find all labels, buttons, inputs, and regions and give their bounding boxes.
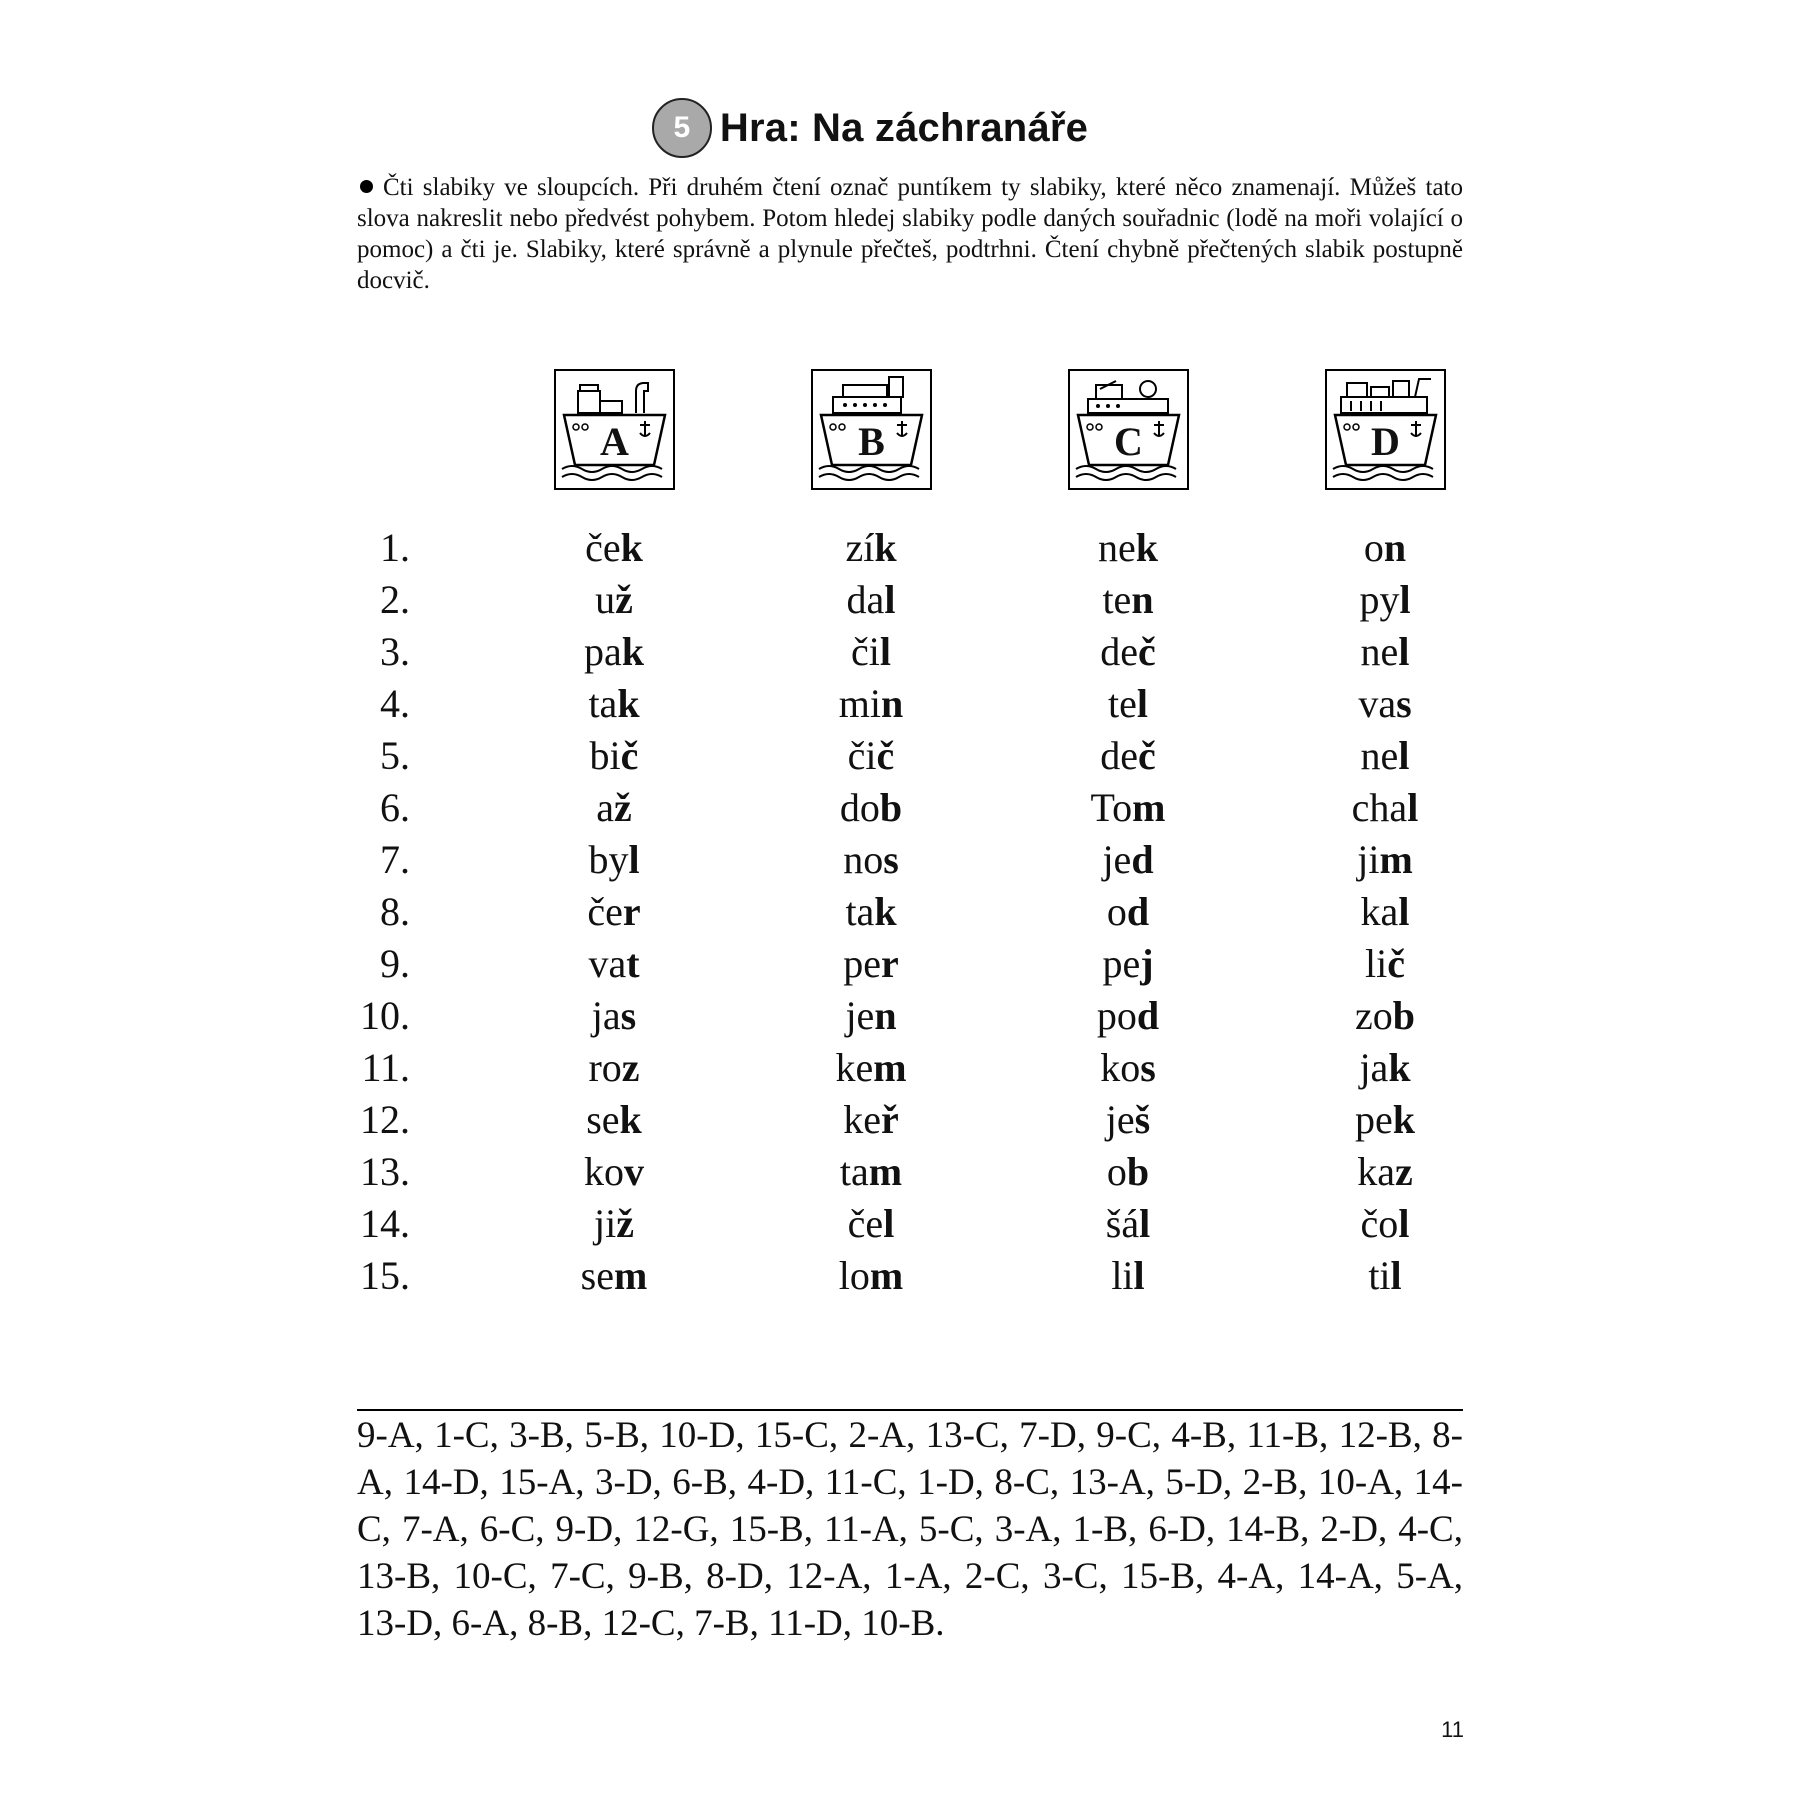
ship-letter: D [1371,419,1400,464]
syllable-ending: m [1132,785,1166,830]
syllable-stem: je [1102,837,1132,882]
table-row [0,626,1800,678]
syllable-stem: de [1100,629,1138,674]
syllable-stem: To [1090,785,1133,830]
syllable-stem: čo [1360,1201,1399,1246]
syllable-stem: o [1106,889,1127,934]
syllable-stem: zí [845,525,875,570]
syllable-ending: s [620,993,637,1038]
syllable-ending: j [1140,941,1154,986]
syllable-cell [1028,678,1228,730]
syllable-stem: te [1102,577,1132,622]
syllable-stem: če [847,1201,884,1246]
syllable-stem: lo [838,1253,870,1298]
syllable-ending: m [869,1253,904,1298]
syllable-stem: po [1096,993,1137,1038]
row-number: 12. [360,1097,410,1142]
syllable-cell [514,886,714,938]
syllable-ending: k [1135,525,1158,570]
syllable-cell [1028,990,1228,1042]
syllable-cell [1285,834,1485,886]
syllable-cell [1028,522,1228,574]
table-row [0,782,1800,834]
syllable-ending: b [1392,993,1415,1038]
syllable-cell [1285,522,1485,574]
syllable-cell [1285,1250,1485,1302]
syllable-stem: ro [588,1045,622,1090]
syllable-stem: ti [1368,1253,1391,1298]
table-row [0,1250,1800,1302]
row-number: 9. [380,941,410,986]
syllable-stem: či [851,629,880,674]
syllable-cell [771,1042,971,1094]
syllable-cell [514,1042,714,1094]
syllable-cell [771,886,971,938]
syllable-ending: l [1398,629,1410,674]
syllable-ending: l [1399,577,1411,622]
syllable-cell [1028,730,1228,782]
syllable-stem: ne [1360,629,1399,674]
syllable-stem: je [845,993,875,1038]
row-number: 6. [380,785,410,830]
table-row [0,522,1800,574]
syllable-ending: m [614,1253,648,1298]
syllable-ending: č [1138,629,1156,674]
syllable-cell [1285,574,1485,626]
syllable-ending: š [1134,1097,1151,1142]
syllable-stem: da [846,577,885,622]
instructions-text: Čti slabiky ve sloupcích. Při druhém čtení označ puntíkem ty slabiky, které něco znamenají. Můžeš tato slova nakreslit nebo předvést pohybem. Potom hledej slabiky podle daných souřadnic (lodě na moři volající o pomoc) a čti je. Slabiky, které správně a plynule přečteš, podtrhni. Čtení chybně přečtených slabik postupně docvič. [357,174,1463,294]
syllable-stem: če [585,525,621,570]
syllable-cell [1028,574,1228,626]
syllable-cell [771,1198,971,1250]
syllable-ending: z [621,1045,640,1090]
syllable-ending: k [619,1097,642,1142]
syllable-stem: ka [1357,1149,1395,1194]
syllable-ending: r [881,941,899,986]
syllable-ending: ž [614,785,632,830]
syllable-cell [1028,938,1228,990]
syllable-cell [771,1094,971,1146]
syllable-stem: ji [594,1201,617,1246]
syllable-cell [514,574,714,626]
syllable-stem: ke [835,1045,874,1090]
syllable-ending: l [1407,785,1419,830]
row-number: 8. [380,889,410,934]
syllable-stem: mi [838,681,881,726]
syllable-ending: k [621,629,644,674]
syllable-stem: ko [584,1149,624,1194]
syllable-cell [771,938,971,990]
syllable-ending: z [1395,1149,1413,1194]
ship-d [1325,369,1446,490]
syllable-ending: l [884,577,896,622]
syllable-cell [1028,1094,1228,1146]
page-header [0,98,1800,158]
exercise-number-badge: 5 [652,98,712,158]
row-number: 15. [360,1253,410,1298]
syllable-cell [514,522,714,574]
syllable-cell [1285,730,1485,782]
syllable-ending: m [868,1149,903,1194]
ship-a [554,369,675,490]
syllable-stem: pa [583,629,622,674]
syllable-stem: te [1108,681,1137,726]
row-number: 1. [380,525,410,570]
row-number: 14. [360,1201,410,1246]
syllable-cell [514,834,714,886]
syllable-cell [1285,626,1485,678]
syllable-stem: o [1106,1149,1127,1194]
syllable-stem: bi [589,733,621,778]
row-number: 7. [380,837,410,882]
syllable-stem: ka [1360,889,1399,934]
syllable-ending: k [620,525,643,570]
syllable-cell [514,1250,714,1302]
syllable-cell [1028,626,1228,678]
bullet-icon [360,180,373,193]
syllable-ending: b [879,785,903,830]
syllable-cell [771,730,971,782]
syllable-stem: li [1111,1253,1134,1298]
syllable-ending: d [1131,837,1154,882]
syllable-stem: či [847,733,877,778]
ship-b [811,369,932,490]
syllable-stem: u [595,577,616,622]
syllable-stem: ja [591,993,621,1038]
syllable-ending: č [876,733,895,778]
syllable-stem: ne [1097,525,1136,570]
syllable-stem: li [1365,941,1388,986]
syllable-stem: ta [839,1149,869,1194]
table-row [0,938,1800,990]
syllable-stem: ta [845,889,875,934]
syllable-cell [514,678,714,730]
syllable-cell [514,1094,714,1146]
table-row [0,678,1800,730]
syllable-ending: n [874,993,897,1038]
row-number: 10. [360,993,410,1038]
row-number: 5. [380,733,410,778]
syllable-stem: cha [1351,785,1408,830]
syllable-stem: pe [1354,1097,1393,1142]
table-row [0,1146,1800,1198]
syllable-cell [771,678,971,730]
syllable-ending: ž [615,577,633,622]
syllable-ending: s [1140,1045,1156,1090]
row-number: 4. [380,681,410,726]
syllable-ending: ž [616,1201,634,1246]
ship-letter: B [858,419,885,464]
syllable-cell [1028,1250,1228,1302]
syllable-ending: k [874,525,897,570]
syllable-cell [1028,834,1228,886]
syllable-stem: do [839,785,880,830]
ship-letter: C [1114,419,1143,464]
syllable-cell [1285,990,1485,1042]
syllable-stem: by [588,837,629,882]
syllable-stem: ja [1359,1045,1389,1090]
instructions [357,172,1463,296]
table-row [0,990,1800,1042]
syllable-cell [514,626,714,678]
table-row [0,1198,1800,1250]
syllable-cell [514,1146,714,1198]
syllable-stem: o [1363,525,1384,570]
syllable-cell [1285,1042,1485,1094]
syllable-stem: pe [843,941,881,986]
table-row [0,1094,1800,1146]
syllable-cell [1285,1198,1485,1250]
syllable-ending: s [883,837,899,882]
ship-c [1068,369,1189,490]
row-number: 11. [361,1045,410,1090]
syllable-cell [1028,782,1228,834]
divider [357,1409,1463,1411]
row-number: 2. [380,577,410,622]
syllable-ending: č [620,733,639,778]
syllable-ending: m [1379,837,1413,882]
syllable-cell [514,782,714,834]
syllable-cell [771,522,971,574]
syllable-stem: ke [843,1097,881,1142]
syllable-ending: n [1131,577,1154,622]
syllable-cell [1028,1198,1228,1250]
syllable-ending: d [1136,993,1160,1038]
syllable-ending: ř [881,1097,899,1142]
syllable-cell [514,1198,714,1250]
ship-letter: A [600,419,629,464]
syllable-ending: r [622,889,641,934]
syllable-cell [771,782,971,834]
syllable-ending: d [1126,889,1150,934]
syllable-ending: č [1138,733,1156,778]
coordinates-list: 9-A, 1-C, 3-B, 5-B, 10-D, 15-C, 2-A, 13-C, 7-D, 9-C, 4-B, 11-B, 12-B, 8-A, 14-D, 15-A, 3-D, 6-B, 4-D, 11-C, 1-D, 8-C, 13-A, 5-D, 2-B, 10-A, 14-C, 7-A, 6-C, 9-D, 12-G, 15-B, 11-A, 5-C, 3-A, 1-B, 6-D, 14-B, 2-D, 4-C, 13-B, 10-C, 7-C, 9-B, 8-D, 12-A, 1-A, 2-C, 3-C, 15-B, 4-A, 14-A, 5-A, 13-D, 6-A, 8-B, 12-C, 7-B, 11-D, 10-B. [357,1415,1463,1644]
syllable-cell [771,626,971,678]
page-title: Hra: Na záchranáře [719,105,1089,150]
syllable-cell [1028,1146,1228,1198]
syllable-stem: a [596,785,614,830]
syllable-ending: l [883,1201,895,1246]
syllable-cell [1285,1146,1485,1198]
syllable-ending: t [626,941,640,986]
syllable-ending: n [1383,525,1407,570]
syllable-ending: l [1398,1201,1410,1246]
syllable-stem: ne [1360,733,1399,778]
table-row [0,886,1800,938]
syllable-stem: zo [1354,993,1393,1038]
syllable-cell [1028,1042,1228,1094]
syllable-ending: l [879,629,891,674]
syllable-stem: va [1358,681,1397,726]
table-row [0,730,1800,782]
syllable-ending: l [1136,681,1148,726]
row-number: 3. [380,629,410,674]
syllable-ending: v [624,1149,644,1194]
syllable-ending: m [873,1045,907,1090]
syllable-stem: py [1359,577,1400,622]
syllable-ending: b [1126,1149,1150,1194]
syllable-ending: k [617,681,640,726]
syllable-stem: če [587,889,623,934]
syllable-cell [514,990,714,1042]
syllable-ending: l [1390,1253,1402,1298]
syllable-stem: va [588,941,627,986]
syllable-cell [771,1250,971,1302]
syllable-ending: l [1133,1253,1145,1298]
syllable-cell [771,834,971,886]
syllable-cell [1028,886,1228,938]
syllable-cell [771,990,971,1042]
syllable-stem: pe [1102,941,1141,986]
syllable-ending: k [1388,1045,1411,1090]
syllable-ending: s [1396,681,1412,726]
syllable-stem: no [843,837,884,882]
table-row [0,574,1800,626]
syllable-cell [1285,782,1485,834]
page-number: 11 [1441,1717,1464,1742]
syllable-ending: l [1139,1201,1151,1246]
syllable-stem: ko [1100,1045,1141,1090]
syllable-stem: de [1100,733,1138,778]
syllable-cell [771,574,971,626]
syllable-stem: je [1105,1097,1135,1142]
syllable-cell [1285,678,1485,730]
syllable-cell [514,730,714,782]
syllable-stem: šá [1105,1201,1140,1246]
syllable-ending: k [1392,1097,1415,1142]
syllable-cell [514,938,714,990]
syllable-ending: l [1398,889,1410,934]
syllable-ending: n [880,681,904,726]
syllable-stem: se [580,1253,614,1298]
syllable-ending: k [874,889,897,934]
syllable-ending: l [628,837,640,882]
syllable-ending: l [1398,733,1410,778]
syllable-stem: ji [1357,837,1380,882]
syllable-stem: se [586,1097,620,1142]
syllable-ending: č [1387,941,1405,986]
syllable-stem: ta [588,681,618,726]
table-row [0,834,1800,886]
table-row [0,1042,1800,1094]
syllable-cell [1285,886,1485,938]
syllable-cell [1285,938,1485,990]
syllable-cell [1285,1094,1485,1146]
row-number: 13. [360,1149,410,1194]
syllable-cell [771,1146,971,1198]
